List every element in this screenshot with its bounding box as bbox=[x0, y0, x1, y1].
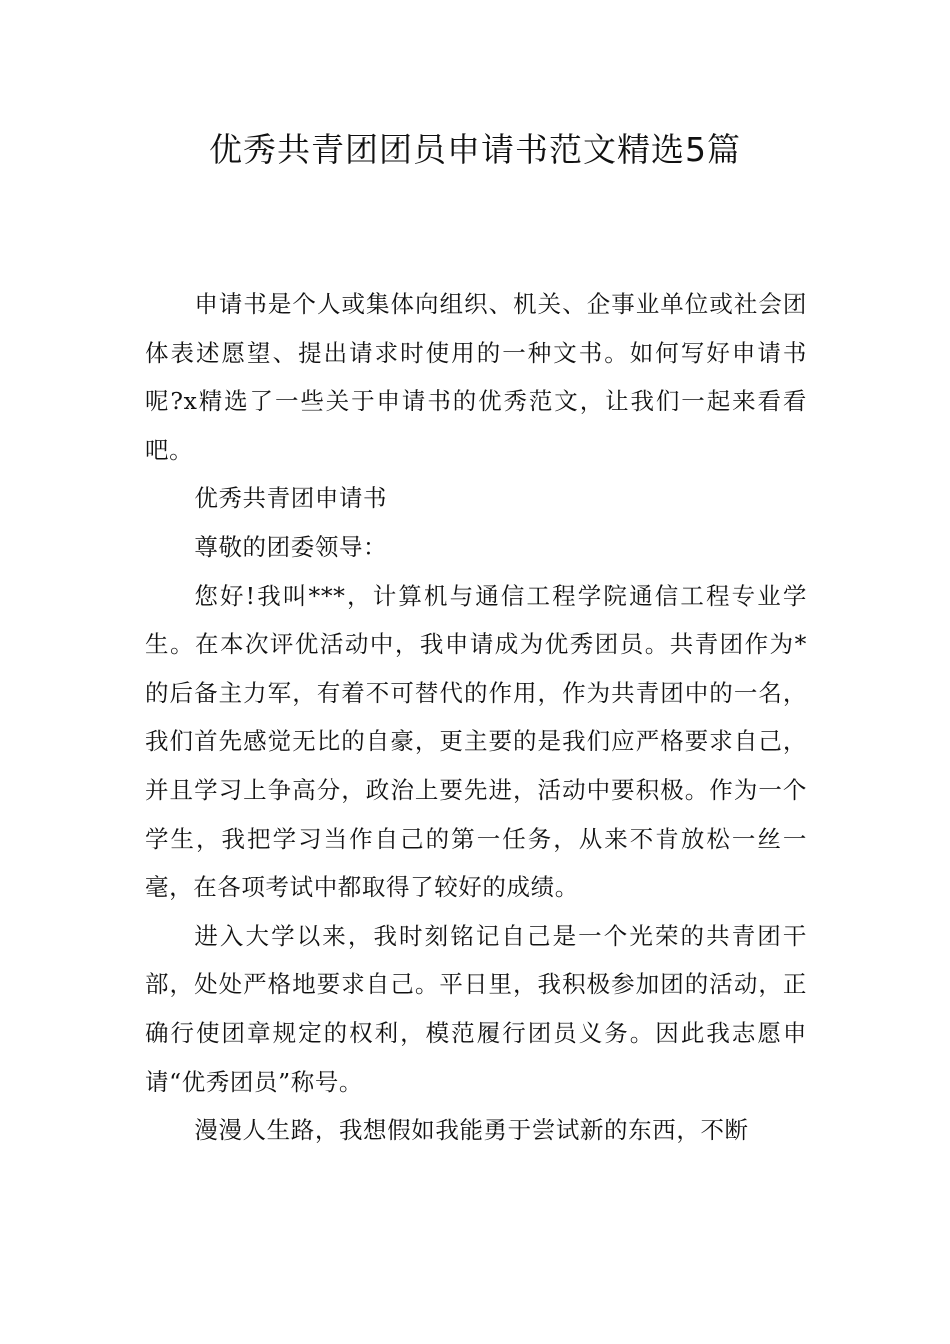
body-paragraph: 进入大学以来，我时刻铭记自己是一个光荣的共青团干部，处处严格地要求自己。平日里，我积极参加团的活动，正确行使团章规定的权利，模范履行团员义务。因此我志愿申请“优秀团员”称号。 bbox=[145, 921, 807, 1096]
document-title: 优秀共青团团员申请书范文精选5篇 bbox=[209, 130, 741, 169]
document-body bbox=[145, 280, 807, 1155]
section-heading: 优秀共青团申请书 bbox=[194, 484, 388, 513]
salutation: 尊敬的团委领导： bbox=[194, 532, 388, 561]
intro-paragraph: 申请书是个人或集体向组织、机关、企事业单位或社会团体表述愿望、提出请求时使用的一种文书。如何写好申请书呢?x精选了一些关于申请书的优秀范文，让我们一起来看看吧。 bbox=[145, 290, 807, 464]
body-paragraph: 漫漫人生路，我想假如我能勇于尝试新的东西，不断 bbox=[194, 1116, 749, 1145]
body-paragraph: 您好!我叫***，计算机与通信工程学院通信工程专业学生。在本次评优活动中，我申请成为优秀团员。共青团作为*的后备主力军，有着不可替代的作用，作为共青团中的一名，我们首先感觉无比的自豪，更主要的是我们应严格要求自己，并且学习上争高分，政治上要先进，活动中要积极。作为一个学生，我把学习当作自己的第一任务，从来不肯放松一丝一毫，在各项考试中都取得了较好的成绩。 bbox=[145, 581, 807, 902]
